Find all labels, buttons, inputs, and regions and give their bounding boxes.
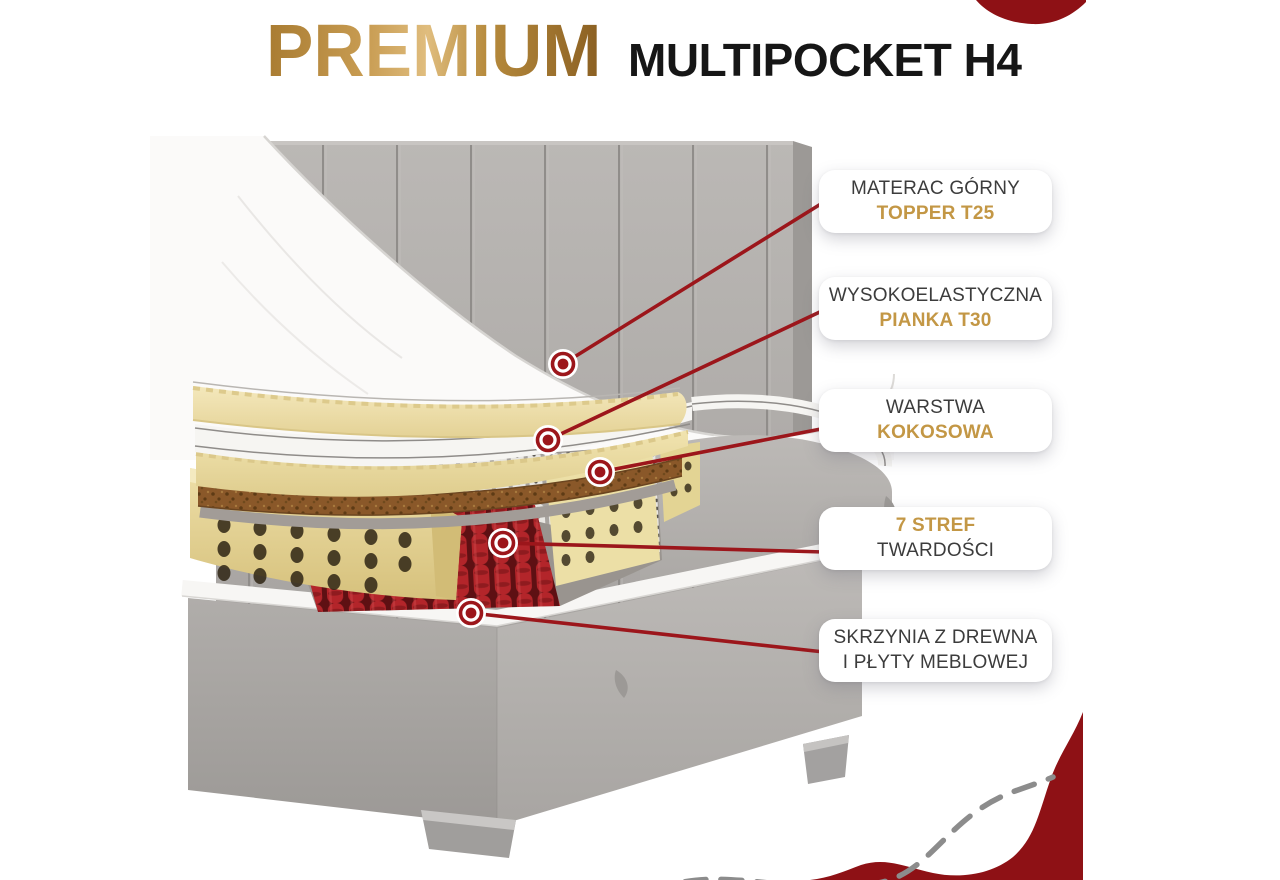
callout-card-box bbox=[819, 619, 1052, 682]
callout-card-zones bbox=[819, 507, 1052, 570]
title-brand: PREMIUM bbox=[265, 9, 602, 92]
decor-dashed-squiggle bbox=[651, 777, 1053, 880]
marker-topper bbox=[548, 349, 578, 379]
callout-card-foam-line1: WYSOKOELASTYCZNA bbox=[828, 284, 1043, 306]
callout-card-box-line1: SKRZYNIA Z DREWNA bbox=[833, 626, 1038, 648]
callout-card-zones-line2: TWARDOŚCI bbox=[876, 539, 995, 561]
callout-card-box-line2: I PŁYTY MEBLOWEJ bbox=[842, 651, 1029, 673]
marker-zones bbox=[488, 528, 518, 558]
callout-card-coconut-line1: WARSTWA bbox=[885, 396, 986, 418]
marker-coconut bbox=[585, 457, 615, 487]
decor-blob-bottom-right bbox=[810, 712, 1083, 880]
callout-card-coconut-line2: KOKOSOWA bbox=[877, 421, 994, 443]
page-title bbox=[0, 10, 1280, 93]
callout-card-foam-line2: PIANKA T30 bbox=[879, 309, 992, 331]
callout-card-topper-line1: MATERAC GÓRNY bbox=[850, 177, 1021, 199]
callout-card-zones-line1: 7 STREF bbox=[895, 514, 976, 536]
callout-card-coconut bbox=[819, 389, 1052, 452]
title-model: MULTIPOCKET H4 bbox=[628, 34, 1022, 86]
marker-foam bbox=[533, 425, 563, 455]
callout-card-foam bbox=[819, 277, 1052, 340]
callout-card-topper bbox=[819, 170, 1052, 233]
callout-card-topper-line2: TOPPER T25 bbox=[876, 202, 995, 224]
marker-box bbox=[456, 598, 486, 628]
